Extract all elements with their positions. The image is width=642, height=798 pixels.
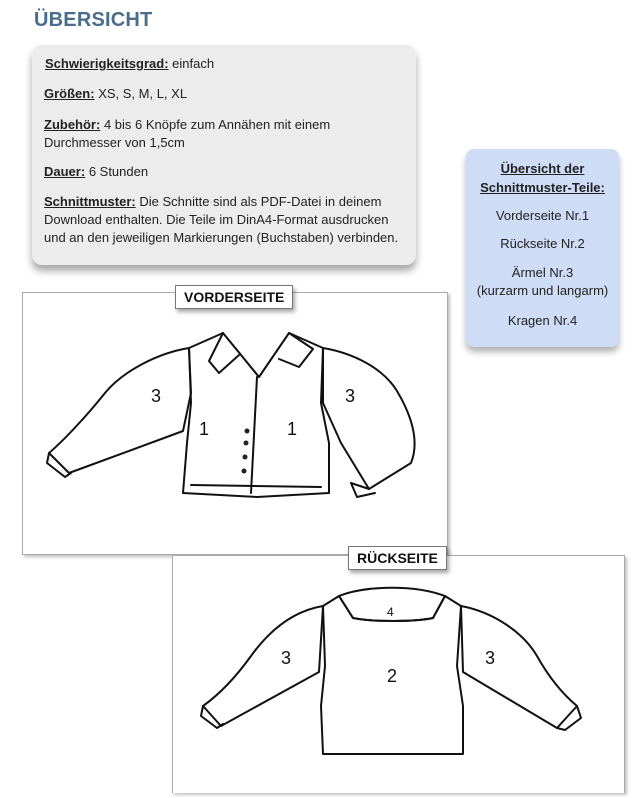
button <box>244 441 249 446</box>
overview-item-sleeve: Ärmel Nr.3 (kurzarm und langarm) <box>476 265 609 298</box>
pattern-row <box>44 193 406 247</box>
duration-value: 6 Stunden <box>88 164 149 179</box>
pattern-parts-overview <box>466 149 619 347</box>
overview-heading: Übersicht der Schnittmuster-Teile: <box>480 161 605 195</box>
right-sleeve-outline <box>323 348 415 489</box>
difficulty-label: Schwierigkeitsgrad: <box>45 56 169 71</box>
back-right-sleeve <box>461 606 577 728</box>
hem-line <box>191 485 321 487</box>
overview-item-collar: Kragen Nr.4 <box>507 313 578 328</box>
button <box>243 455 248 460</box>
front-label: VORDERSEITE <box>175 285 293 309</box>
front-panel <box>22 292 448 555</box>
duration-label: Dauer: <box>44 164 86 179</box>
accessories-value-1: 4 bis 6 Knöpfe zum Annähen mit einem <box>103 117 331 132</box>
sizes-label: Größen: <box>44 86 95 101</box>
front-label-body-right: 1 <box>287 419 298 439</box>
back-label: RÜCKSEITE <box>348 546 447 570</box>
back-panel <box>172 555 625 793</box>
back-right-cuff <box>557 706 581 730</box>
pattern-label: Schnittmuster: <box>44 194 136 209</box>
back-label-body: 2 <box>387 666 398 686</box>
front-opening <box>251 377 257 493</box>
back-label-collar: 4 <box>387 605 394 619</box>
button <box>242 469 247 474</box>
info-box <box>32 45 416 265</box>
back-jacket-drawing <box>173 556 624 793</box>
back-label-sleeve-left: 3 <box>281 648 292 668</box>
pattern-value-1: Die Schnitte sind als PDF-Datei in deinem <box>139 194 382 209</box>
pattern-value-2: Download enthalten. Die Teile im DinA4-Format ausdrucken <box>44 212 389 227</box>
back-label-sleeve-right: 3 <box>485 648 496 668</box>
front-label-sleeve-left: 3 <box>151 386 162 406</box>
accessories-label: Zubehör: <box>44 117 101 132</box>
front-label-body-left: 1 <box>199 419 210 439</box>
accessories-value-2: Durchmesser von 1,5cm <box>44 135 185 150</box>
duration-row <box>44 163 406 181</box>
pattern-value-3: und an den jeweiligen Markierungen (Buchstaben) verbinden. <box>44 230 399 245</box>
sizes-row <box>44 85 406 103</box>
left-cuff <box>47 453 71 477</box>
front-label-sleeve-right: 3 <box>345 386 356 406</box>
left-collar <box>209 333 239 373</box>
button <box>245 429 250 434</box>
sizes-value: XS, S, M, L, XL <box>98 86 188 101</box>
right-collar <box>279 333 313 367</box>
back-left-sleeve <box>203 606 323 726</box>
accessories-row <box>44 116 406 152</box>
overview-item-back: Rückseite Nr.2 <box>500 236 585 251</box>
right-cuff <box>351 483 375 497</box>
front-buttons <box>242 429 250 474</box>
front-jacket-drawing <box>23 293 447 554</box>
left-sleeve-outline <box>49 348 191 473</box>
difficulty-value: einfach <box>172 56 215 71</box>
difficulty-row <box>45 55 406 73</box>
page-title: ÜBERSICHT <box>34 9 153 31</box>
overview-item-front: Vorderseite Nr.1 <box>495 208 590 223</box>
